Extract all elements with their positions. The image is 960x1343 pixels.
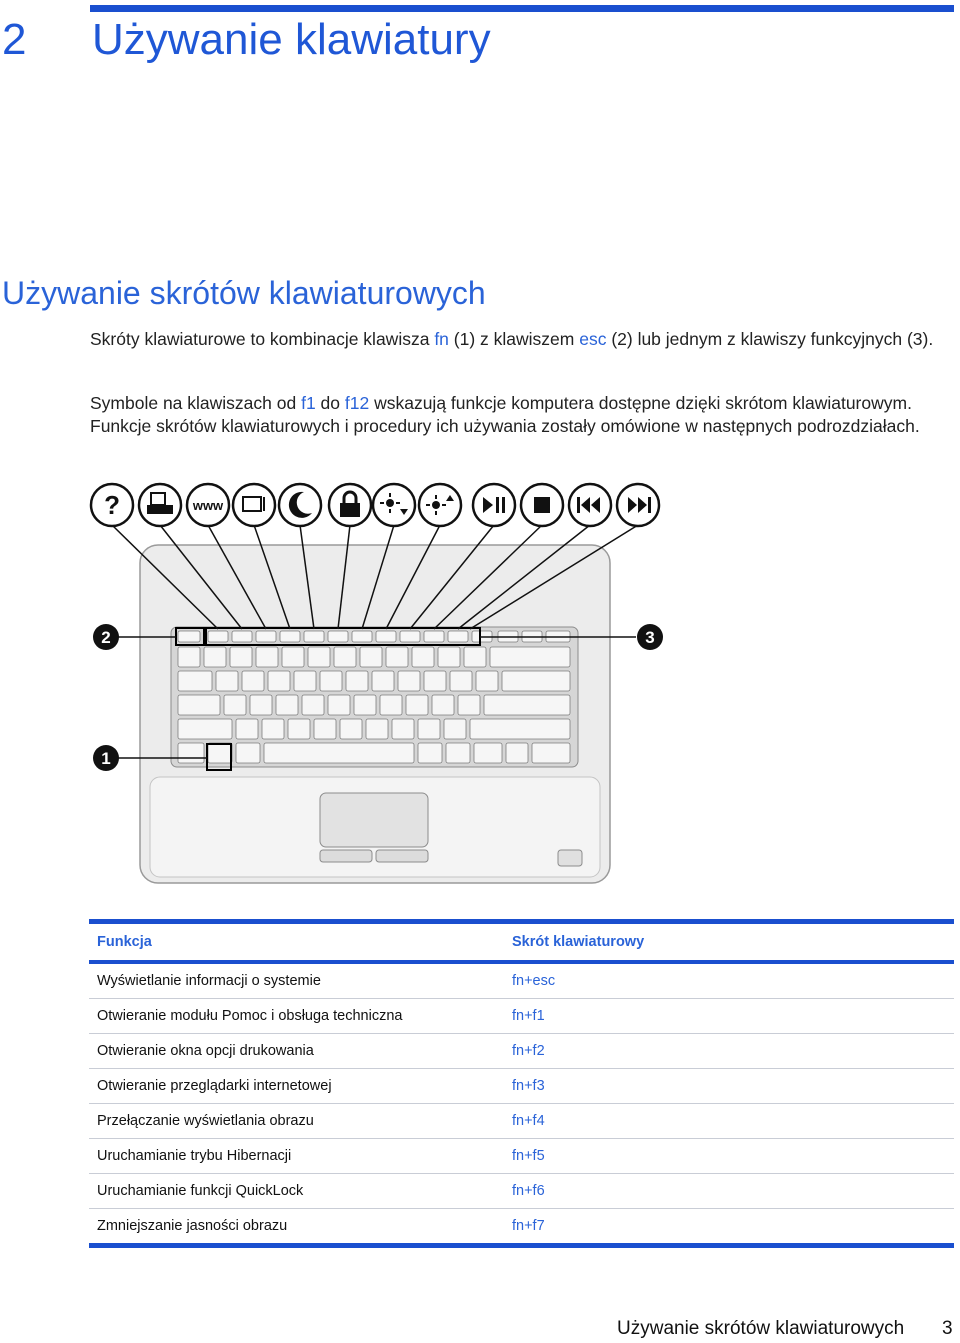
cell-shortcut: fn+f3	[512, 1078, 545, 1094]
previous-track-icon	[569, 484, 611, 526]
cell-shortcut: fn+f4	[512, 1113, 545, 1129]
svg-text:?: ?	[104, 490, 120, 520]
table-row	[89, 1174, 954, 1209]
cell-function: Otwieranie modułu Pomoc i obsługa techniczna	[97, 1008, 403, 1024]
lock-icon	[329, 484, 371, 526]
p2-text-1: Symbole na klawiszach od	[90, 393, 302, 413]
help-icon	[91, 484, 133, 526]
table-row	[89, 1034, 954, 1069]
svg-text:2: 2	[101, 628, 111, 647]
cell-function: Uruchamianie funkcji QuickLock	[97, 1183, 304, 1199]
cell-shortcut: fn+f2	[512, 1043, 545, 1059]
p1-text-2: (1) z klawiszem	[448, 329, 580, 349]
play-pause-icon	[473, 484, 515, 526]
hibernate-icon	[279, 484, 321, 526]
cell-shortcut: fn+f1	[512, 1008, 545, 1024]
cell-shortcut: fn+f7	[512, 1218, 545, 1234]
cell-function: Otwieranie okna opcji drukowania	[97, 1043, 314, 1059]
chapter-title: Używanie klawiatury	[92, 15, 491, 64]
svg-text:3: 3	[645, 628, 655, 647]
paragraph-2	[90, 392, 956, 438]
p1-key-esc: esc	[579, 329, 607, 349]
www-icon	[187, 484, 229, 526]
table-row	[89, 1139, 954, 1174]
table-row	[89, 1104, 954, 1139]
touchpad	[320, 793, 428, 847]
next-track-icon	[617, 484, 659, 526]
cell-shortcut: fn+f6	[512, 1183, 545, 1199]
www-icon-text: www	[192, 498, 224, 513]
shortcuts-table	[89, 919, 954, 1248]
touchpad-left-button	[320, 850, 372, 862]
cell-function: Zmniejszanie jasności obrazu	[97, 1218, 288, 1234]
page-number: 3	[942, 1318, 953, 1339]
cell-function: Uruchamianie trybu Hibernacji	[97, 1148, 292, 1164]
p1-key-fn: fn	[434, 329, 449, 349]
table-bottom-rule	[89, 1243, 954, 1248]
display-switch-icon	[233, 484, 275, 526]
callout-3	[637, 624, 663, 650]
table-row	[89, 999, 954, 1034]
p2-key-f12: f12	[344, 393, 370, 413]
header-shortcut: Skrót klawiaturowy	[512, 934, 645, 950]
table-row	[89, 1069, 954, 1104]
p2-key-f1: f1	[301, 393, 316, 413]
touchpad-right-button	[376, 850, 428, 862]
cell-shortcut: fn+f5	[512, 1148, 545, 1164]
svg-text:1: 1	[101, 749, 111, 768]
chapter-number: 2	[2, 15, 27, 64]
table-row	[89, 1209, 954, 1243]
print-icon	[139, 484, 181, 526]
status-light	[558, 850, 582, 866]
p2-text-3: wskazują funkcje komputera dostępne dzięki skrótom klawiaturowym. Funkcje skrótów klawiaturowych i procedury ich używania zostały omówione w następnych podrozdziałach.	[90, 393, 920, 436]
callout-1	[93, 745, 119, 771]
p1-text-3: (2) lub jednym z klawiszy funkcyjnych (3).	[606, 329, 934, 349]
p1-text-1: Skróty klawiaturowe to kombinacje klawisza	[90, 329, 435, 349]
paragraph-1	[90, 328, 956, 351]
stop-icon	[521, 484, 563, 526]
cell-function: Otwieranie przeglądarki internetowej	[97, 1078, 332, 1094]
p2-text-2: do	[315, 393, 345, 413]
brightness-down-icon	[373, 484, 415, 526]
cell-function: Przełączanie wyświetlania obrazu	[97, 1113, 314, 1129]
cell-shortcut: fn+esc	[512, 973, 556, 989]
top-rule	[90, 5, 954, 12]
section-heading: Używanie skrótów klawiaturowych	[2, 275, 486, 311]
keyboard-figure	[88, 477, 668, 889]
footer-title: Używanie skrótów klawiaturowych	[617, 1318, 905, 1339]
chapter-heading	[0, 15, 491, 65]
brightness-up-icon	[419, 484, 461, 526]
table-header	[89, 924, 954, 960]
cell-function: Wyświetlanie informacji o systemie	[97, 973, 321, 989]
page-footer	[617, 1318, 953, 1340]
header-function: Funkcja	[97, 934, 152, 950]
table-row	[89, 964, 954, 999]
callout-2	[93, 624, 119, 650]
